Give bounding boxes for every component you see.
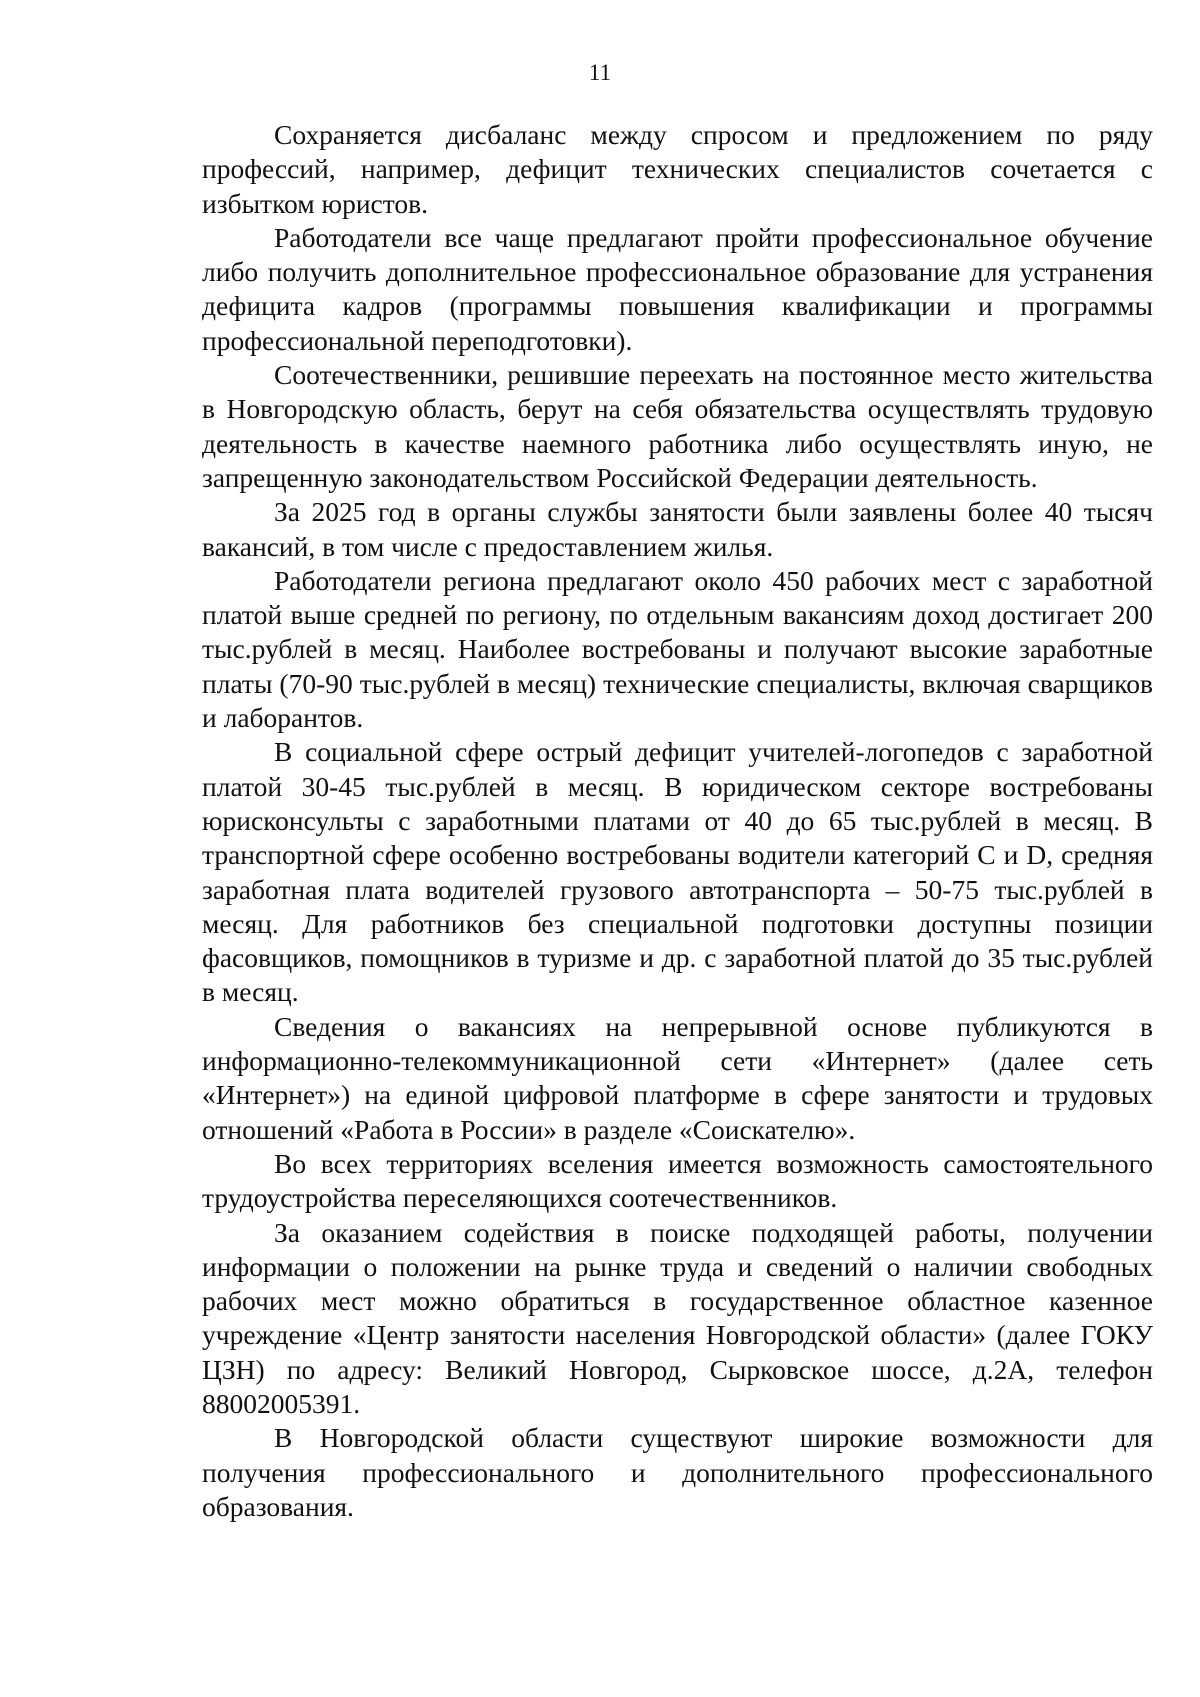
paragraph-high-salary-jobs: Работодатели региона предлагают около 450 рабочих мест с заработной платой выше средней по региону, по отдельным вакансиям доход достигает 200 тыс.рублей в месяц. Наиболее востребованы и получают высокие заработные платы (70-90 тыс.рублей в месяц) технические специалисты, включая сварщиков и лаборантов. [202,564,1153,734]
paragraph-vacancy-publication: Сведения о вакансиях на непрерывной основе публикуются в информационно-телекоммуникационной сети «Интернет» (далее сеть «Интернет») на единой цифровой платформе в сфере занятости и трудовых отношений «Работа в России» в разделе «Соискателю». [202,1010,1153,1145]
paragraph-imbalance: Сохраняется дисбаланс между спросом и предложением по ряду профессий, например, дефицит технических специалистов сочетается с избытком юристов. [202,119,1153,219]
paragraph-self-employment: Во всех территориях вселения имеется возможность самостоятельного трудоустройства переселяющихся соотечественников. [202,1147,1153,1214]
paragraph-education-opportunities: В Новгородской области существуют широкие возможности для получения профессионального и дополнительного профессионального образования. [202,1422,1153,1522]
page-number: 11 [588,60,612,85]
paragraph-employer-training: Работодатели все чаще предлагают пройти профессиональное обучение либо получить дополнительное профессиональное образование для устранения дефицита кадров (программы повышения квалификации и программы профессиональной переподготовки). [202,221,1153,356]
paragraph-sector-demand: В социальной сфере острый дефицит учителей-логопедов с заработной платой 30-45 тыс.рублей в месяц. В юридическом секторе востребованы юрисконсульты с заработными платами от 40 до 65 тыс.рублей в месяц. В транспортной сфере особенно востребованы водители категорий С и D, средняя заработная плата водителей грузового автотранспорта – 50-75 тыс.рублей в месяц. Для работников без специальной подготовки доступны позиции фасовщиков, помощников в туризме и др. с заработной платой до 35 тыс.рублей в месяц. [202,736,1153,1008]
paragraph-compatriots-obligations: Соотечественники, решившие переехать на постоянное место жительства в Новгородскую область, берут на себя обязательства осуществлять трудовую деятельность в качестве наемного работника либо осуществлять иную, не запрещенную законодательством Российской Федерации деятельность. [202,359,1153,493]
document-body [202,118,1153,1524]
paragraph-vacancies-2025: За 2025 год в органы службы занятости были заявлены более 40 тысяч вакансий, в том числе с предоставлением жилья. [202,496,1153,562]
paragraph-employment-center: За оказанием содействия в поиске подходящей работы, получении информации о положении на рынке труда и сведений о наличии свободных рабочих мест можно обратиться в государственное областное казенное учреждение «Центр занятости населения Новгородской области» (далее ГОКУ ЦЗН) по адресу: Великий Новгород, Сырковское шоссе, д.2А, телефон 88002005391. [202,1216,1153,1419]
